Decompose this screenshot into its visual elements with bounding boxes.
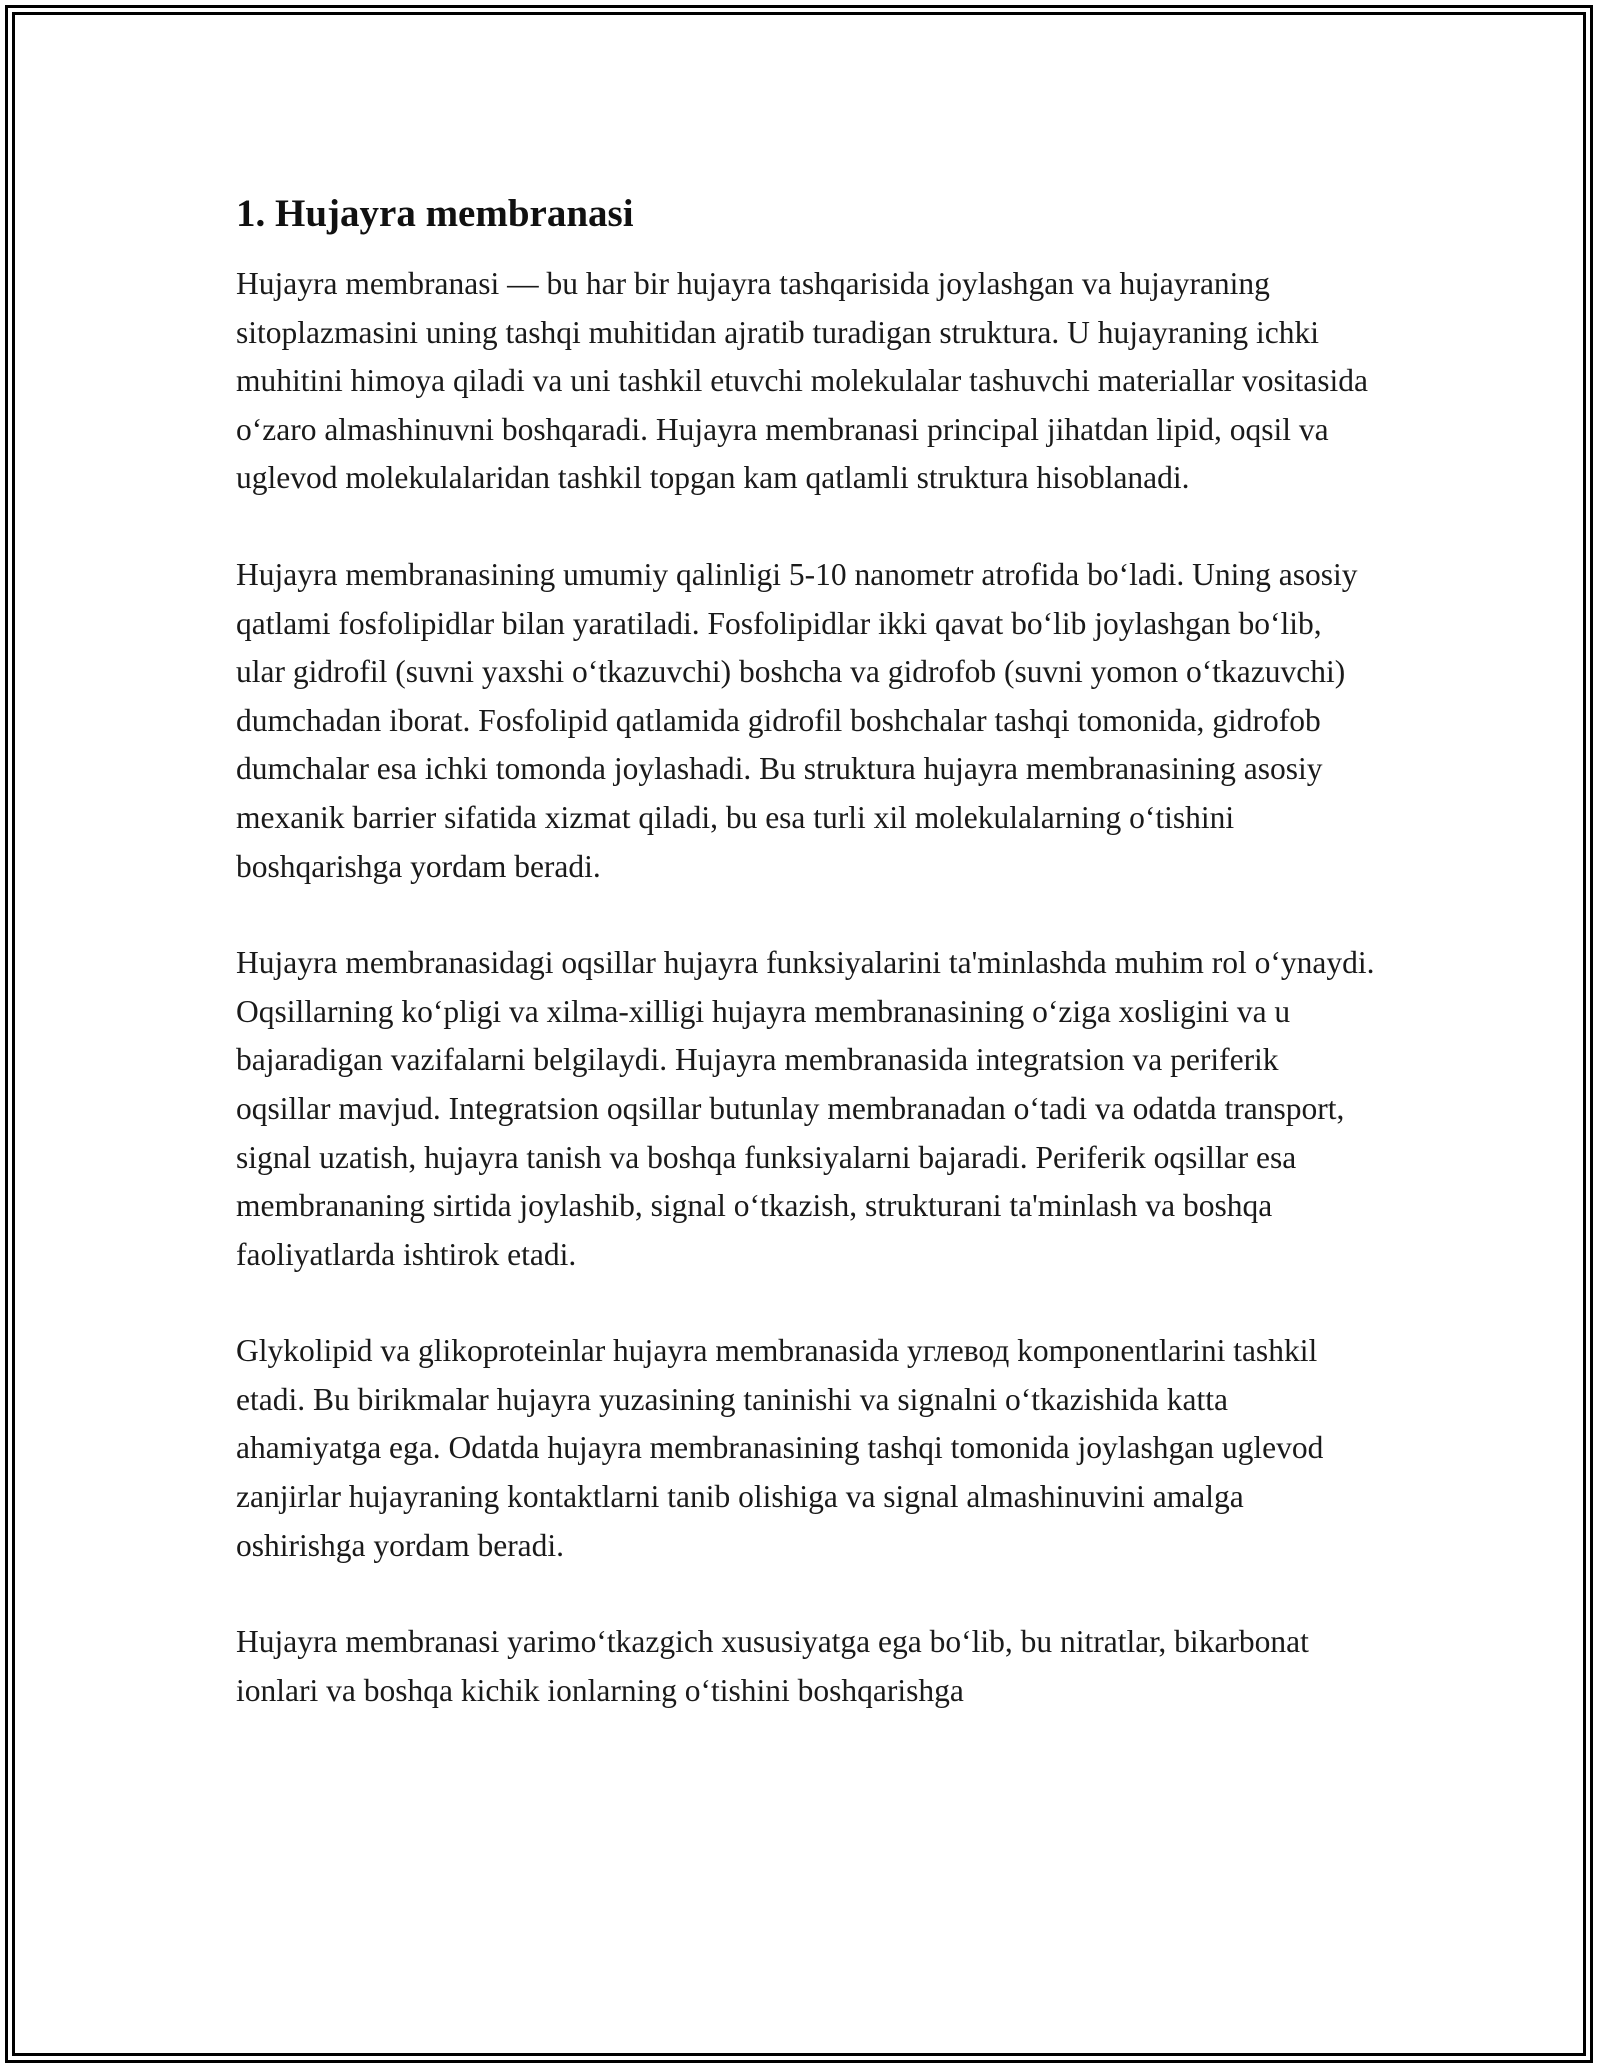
- section-heading: 1. Hujayra membranasi: [236, 192, 634, 235]
- paragraph-permeability: Hujayra membranasi yarimoʻtkazgich xususiyatga ega boʻlib, bu nitratlar, bikarbonat ionlari va boshqa kichik ionlarning oʻtishini boshqarishga: [236, 1624, 1309, 1708]
- document-body: [236, 188, 1376, 1763]
- paragraph-intro: Hujayra membranasi — bu har bir hujayra tashqarisida joylashgan va hujayraning sitoplazmasini uning tashqi muhitidan ajratib turadigan struktura. U hujayraning ichki muhitini himoya qiladi va uni tashkil etuvchi molekulalar tashuvchi materiallar vositasida oʻzaro almashinuvni boshqaradi. Hujayra membranasi principal jihatdan lipid, oqsil va uglevod molekulalaridan tashkil topgan kam qatlamli struktura hisoblanadi.: [236, 266, 1368, 496]
- paragraph-carbohydrates: Glykolipid va glikoproteinlar hujayra membranasida углевод komponentlarini tashkil etadi. Bu birikmalar hujayra yuzasining taninishi va signalni oʻtkazishida katta ahamiyatga ega. Odatda hujayra membranasining tashqi tomonida joylashgan uglevod zanjirlar hujayraning kontaktlarni tanib olishiga va signal almashinuvini amalga oshirishga yordam beradi.: [236, 1333, 1324, 1563]
- paragraph-phospholipids: Hujayra membranasining umumiy qalinligi 5-10 nanometr atrofida boʻladi. Uning asosiy qatlami fosfolipidlar bilan yaratiladi. Fosfolipidlar ikki qavat boʻlib joylashgan boʻlib, ular gidrofil (suvni yaxshi oʻtkazuvchi) boshcha va gidrofob (suvni yomon oʻtkazuvchi) dumchadan iborat. Fosfolipid qatlamida gidrofil boshchalar tashqi tomonida, gidrofob dumchalar esa ichki tomonda joylashadi. Bu struktura hujayra membranasining asosiy mexanik barrier sifatida xizmat qiladi, bu esa turli xil molekulalarning oʻtishini boshqarishga yordam beradi.: [236, 556, 1358, 884]
- paragraph-proteins: Hujayra membranasidagi oqsillar hujayra funksiyalarini ta'minlashda muhim rol oʻynaydi. Oqsillarning koʻpligi va xilma-xilligi hujayra membranasining oʻziga xosligini va u bajaradigan vazifalarni belgilaydi. Hujayra membranasida integratsion va periferik oqsillar mavjud. Integratsion oqsillar butunlay membranadan oʻtadi va odatda transport, signal uzatish, hujayra tanish va boshqa funksiyalarni bajaradi. Periferik oqsillar esa membrananing sirtida joylashib, signal oʻtkazish, strukturani ta'minlash va boshqa faoliyatlarda ishtirok etadi.: [236, 945, 1375, 1272]
